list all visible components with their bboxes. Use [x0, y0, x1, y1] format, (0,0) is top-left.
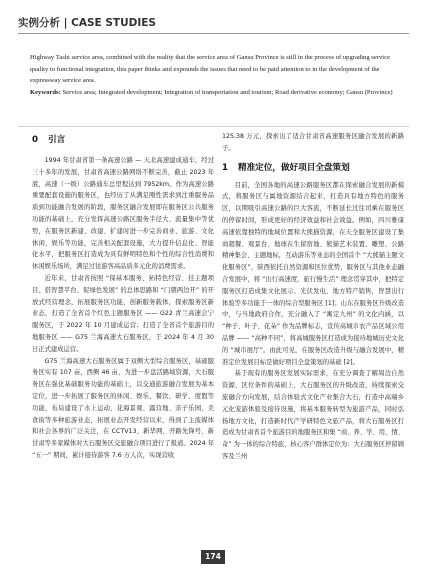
section-heading-positioning — [222, 162, 404, 175]
page-number: 174 — [201, 550, 225, 564]
paragraph: 目前，全国各地的高速公路服务区都在探索融合发展的新模式，将服务区与属地资源结合起来，打造具有地方特色的服务区，以期吸引高速公路的巨大客流，不断延长过往司乘在服务区的停留时间，形成更好的经济效益和社会效益。例如，四川雅康高速依靠独特的地域位置和大熊猫资源，在天全服务区建设了集商超餐、观景台、地球在生留宿地、熊猫艺术装置、雕塑、公路精神集会、主题地标，互动游乐等业态的全国首个 “大熊猫主题文化服务区”，陕西依托自然资源和区位优势，服务区与其他业态融合发展中，将 “出行高速度，旅行慢生活” 理念贯穿其中，把特定服务区打造成集文化展示、光伏发电、地方特产销售，智慧出行体验等多功能于一体的综合型服务区 [1]；山东在服务区升级改造中，与当地政府合作，充分融入了 “寓定九州” 的文化内涵，以 “种子、叶子、花朵” 作为品牌标志，宣传高城市农产品区域公用品牌 —— “高种不同”，将高城服务区打造成为接待地城历史文化的 “城市展厅”。由此可见，在服务区改造升级与融合发展中，精准定位发展目标是做好项目全盘策划的基础 [2]。 — [222, 181, 404, 366]
paragraph: 基于现有的服务区发展实际需求，在充分调查了解周边自然资源、区位条件的基础上，大石服务区的升级改造，持续探索交旅融合方向发展，结合体验式文化产业集合大石，打造中高端乡元化宠游体验及接待设施，将基本服务转型为旅游产品，同时弘扬地方文化，打造新时代产学研特色文旅产品，将大石服务区打造成为甘肃省首个旅游目的地服务区和集 “商、养、学、用、情、奇” 为一体的综合特旅，核心客户群体定位为：大石服务区停留顾客及兰州 — [222, 370, 404, 460]
paragraph: 近年来，甘肃省按照 “保基本服务、拓特色经营、挂主题项目、搭智慧平台、促绿色发展” 的总体思路和 “门朝两边开” 的开放式经营理念，拓展服务区功能，创新服务载体，探索服务区新业态，打造了全省首个红色主题服务区 —— G22 青兰高速会宁服务区，于 2022 年 10 月建成运营；打造了全省首个旅游目的地服务区 —— G75 兰海高速大石服务区，于 2024 年 4 月 30 日正式建成运营。 — [32, 274, 214, 353]
section-label: 实例分析 | CASE STUDIES — [18, 17, 156, 29]
section-heading-intro — [32, 134, 214, 147]
paragraph-continued: 125.38 万元，探索出了适合甘肃省高速服务区融合发展的新路子。 — [222, 133, 404, 152]
abstract-divider — [18, 126, 409, 127]
right-column — [222, 131, 404, 463]
keywords-text: Service area; Integrated development; Integration of transportation and tourism; Road derivative economy; Gansu (Province) — [62, 88, 393, 96]
paragraph: 1994 年甘肃省第一条高速公路 — 天北高速建成通车，经过三十多年的发展，甘肃省高速公路网络不断完善，截止 2023 年底，高速（一级）公路通车总里程达到 7952km。作为高速公路重要配套设施的服务区，也经历了从满足刚性需求到注重服务品质到功能融合发展的阶段，服务区融合发展即在服务区公共服务功能的基础上，充分发挥高速公路区服务半径大、流量集中等优势，在服务区新建、改建、扩建时进一步完善商业、旅游、文化体闲、娱乐等功能，完善相关配套设施，大力提升信息化、智能化水平，把服务区打造成为具有鲜明特色和个性的综合性消费和休闲娱乐场所，满足过往游客高品质多元化的消费需求。 — [32, 157, 214, 271]
section-number: 1 — [222, 162, 228, 173]
section-number: 0 — [32, 135, 38, 145]
section-title: 精准定位，做好项目全盘策划 — [237, 162, 350, 173]
paragraph: G75 兰海高速大石服务区属于双侧大型综合服务区，基础服务区实有 107 亩，西侧 46 亩，为进一步盘活路域资源，大石服务区在强化基础服务功能的基础上，以交通旅游融合发展为基本定位，进一步拓展了服务区的休闲、娱乐、餐饮、研学、度假等功能，布局建设了水上运动、花海景观、露营地、亲子乐园、美食街等多种旅游业态，拓展业态开发经营以来，得到了主流媒体和社会各界的广泛关注，在 CCTV13、新华网、开路先锋号、新甘肃等多家媒体对大石服务区交旅融合项目进行了报道。2024 年 “五一” 期间，累计接待游客 7.6 万人次，实现营收 — [32, 357, 214, 459]
page-header — [18, 13, 409, 34]
abstract-text: Highway Tashi service area, combined with the reality that the service area of Gansu Province is still in the process of upgrading service quality to functional integration, this paper thinks and expounds the issues that need to be paid attention to in the development of the expressway service area. — [30, 54, 390, 84]
section-title: 引言 — [47, 135, 66, 145]
keywords-label: Keywords: — [30, 88, 61, 96]
left-column — [32, 131, 214, 462]
english-abstract — [30, 52, 398, 98]
